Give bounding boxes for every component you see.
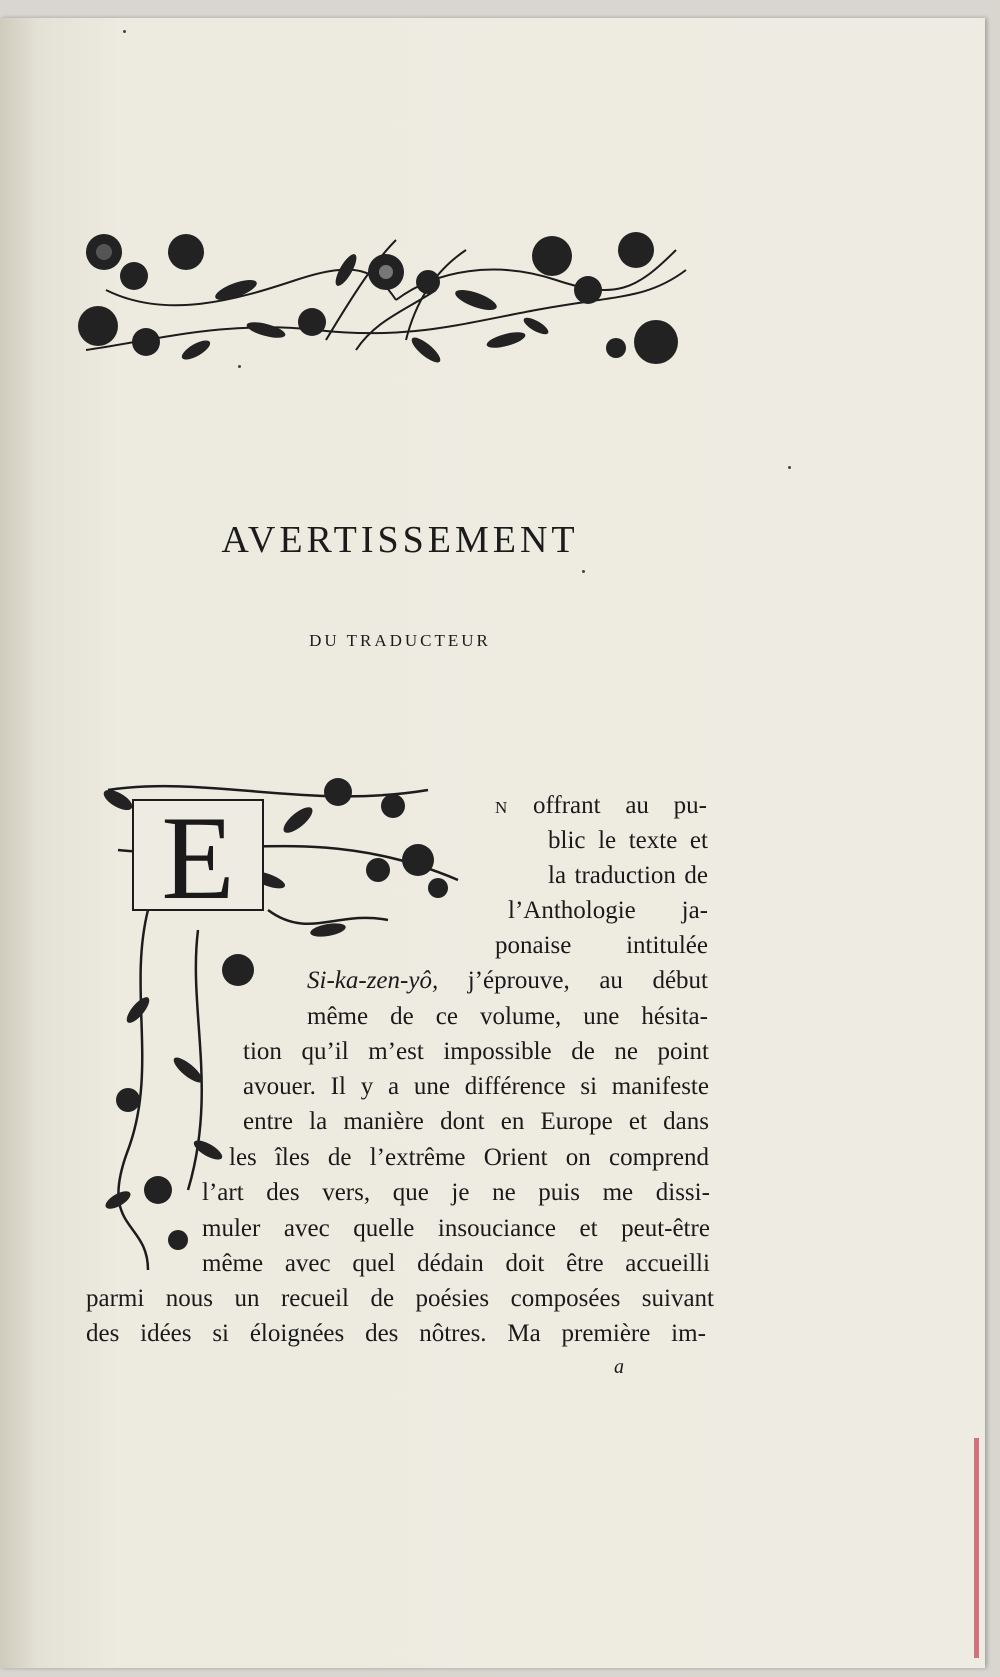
word: la [309,1108,328,1135]
word: comprend [608,1144,709,1171]
word: l’Anthologie [508,897,636,924]
text-line [495,931,708,961]
text-line [307,1002,708,1032]
word: dont [440,1108,485,1135]
word: im- [671,1320,706,1347]
floral-headpiece-ornament [76,230,704,390]
signature-mark: a [614,1356,624,1378]
word: tion [243,1038,282,1065]
word: un [234,1285,260,1312]
text-line [307,966,708,996]
paper-speck [582,570,585,573]
word: au [599,967,623,994]
word: suivant [641,1285,714,1312]
text-line [229,1143,709,1173]
word: de [571,1038,595,1065]
word: Si-ka-zen-yô, [307,967,439,994]
word: y [360,1073,374,1100]
word: au [625,792,649,819]
word: être [566,1250,604,1277]
word: m’est [368,1038,424,1065]
word: accueilli [625,1250,710,1277]
paper-speck [123,30,126,33]
word: Orient [483,1144,548,1171]
word: hésita- [641,1003,708,1030]
word: même [202,1250,264,1277]
word: entre [243,1108,293,1135]
word: îles [274,1144,310,1171]
word: doit [505,1250,545,1277]
word: ja- [681,897,708,924]
word: ce [435,1003,458,1030]
word: des [266,1179,300,1206]
word: a [387,1073,400,1100]
word: et [689,827,708,854]
word: quelle [353,1215,415,1242]
word: en [500,1108,525,1135]
word: première [561,1320,651,1347]
word: nôtres. [419,1320,487,1347]
word: j’éprouve, [467,967,570,994]
word: muler [202,1215,261,1242]
word: le [598,827,617,854]
word: pu- [673,792,707,819]
word: offrant [533,792,601,819]
word: l’art [202,1179,244,1206]
word: vers, [322,1179,371,1206]
word: l’extrême [369,1144,466,1171]
book-page [0,18,985,1668]
text-line [202,1249,710,1279]
word: et [628,1108,647,1135]
word: dans [663,1108,709,1135]
word: peut-être [621,1215,710,1242]
word: avec [284,1250,331,1277]
word: Ma [507,1320,541,1347]
word: et [579,1215,598,1242]
word: parmi [86,1285,145,1312]
text-line [243,1107,709,1137]
word: poésies [415,1285,490,1312]
word: si [212,1320,230,1347]
text-line [243,1037,709,1067]
word: impossible [443,1038,552,1065]
page-title: AVERTISSEMENT [221,519,579,561]
word: on [565,1144,591,1171]
word: volume, [479,1003,562,1030]
word: de [390,1003,414,1030]
word: puis [538,1179,580,1206]
word: dédain [417,1250,484,1277]
word: différence [464,1073,566,1100]
word: intitulée [626,932,708,959]
word: insouciance [437,1215,556,1242]
word: me [602,1179,634,1206]
word: avec [283,1215,330,1242]
word: point [657,1038,709,1065]
page-subtitle: DU TRADUCTEUR [309,631,491,650]
word: qu’il [301,1038,349,1065]
word: de [370,1285,395,1312]
word: recueil [280,1285,349,1312]
paper-speck [788,466,791,469]
text-line [495,791,707,823]
word: N [495,798,509,817]
word: quel [352,1250,396,1277]
word: de [327,1144,352,1171]
text-line [202,1178,710,1208]
dropcap-letter: E [161,791,235,924]
word: Europe [540,1108,613,1135]
word: je [451,1179,470,1206]
word: une [583,1003,620,1030]
text-line [548,861,708,891]
word: si [580,1073,598,1100]
text-line [86,1284,714,1314]
word: une [413,1073,450,1100]
word: de [684,862,708,889]
word: ponaise [495,932,572,959]
paper-speck [238,365,241,368]
word: blic [548,827,586,854]
text-line [202,1214,710,1244]
text-line [243,1072,709,1102]
text-line [508,896,708,926]
word: des [365,1320,399,1347]
text-line [548,826,708,856]
word: ne [492,1179,516,1206]
word: même [307,1003,369,1030]
word: les [229,1144,257,1171]
word: éloignées [249,1320,345,1347]
word: ne [614,1038,638,1065]
text-line [86,1319,706,1349]
word: idées [140,1320,192,1347]
word: composées [510,1285,621,1312]
word: la [548,862,567,889]
word: Il [330,1073,346,1100]
word: texte [628,827,678,854]
word: début [652,967,708,994]
word: manière [343,1108,424,1135]
word: manifeste [611,1073,709,1100]
page-edge-red [974,1438,979,1658]
word: des [86,1320,120,1347]
word: traduction [574,862,676,889]
word: dissi- [655,1179,710,1206]
word: que [392,1179,429,1206]
word: nous [165,1285,214,1312]
word: avouer. [243,1073,316,1100]
